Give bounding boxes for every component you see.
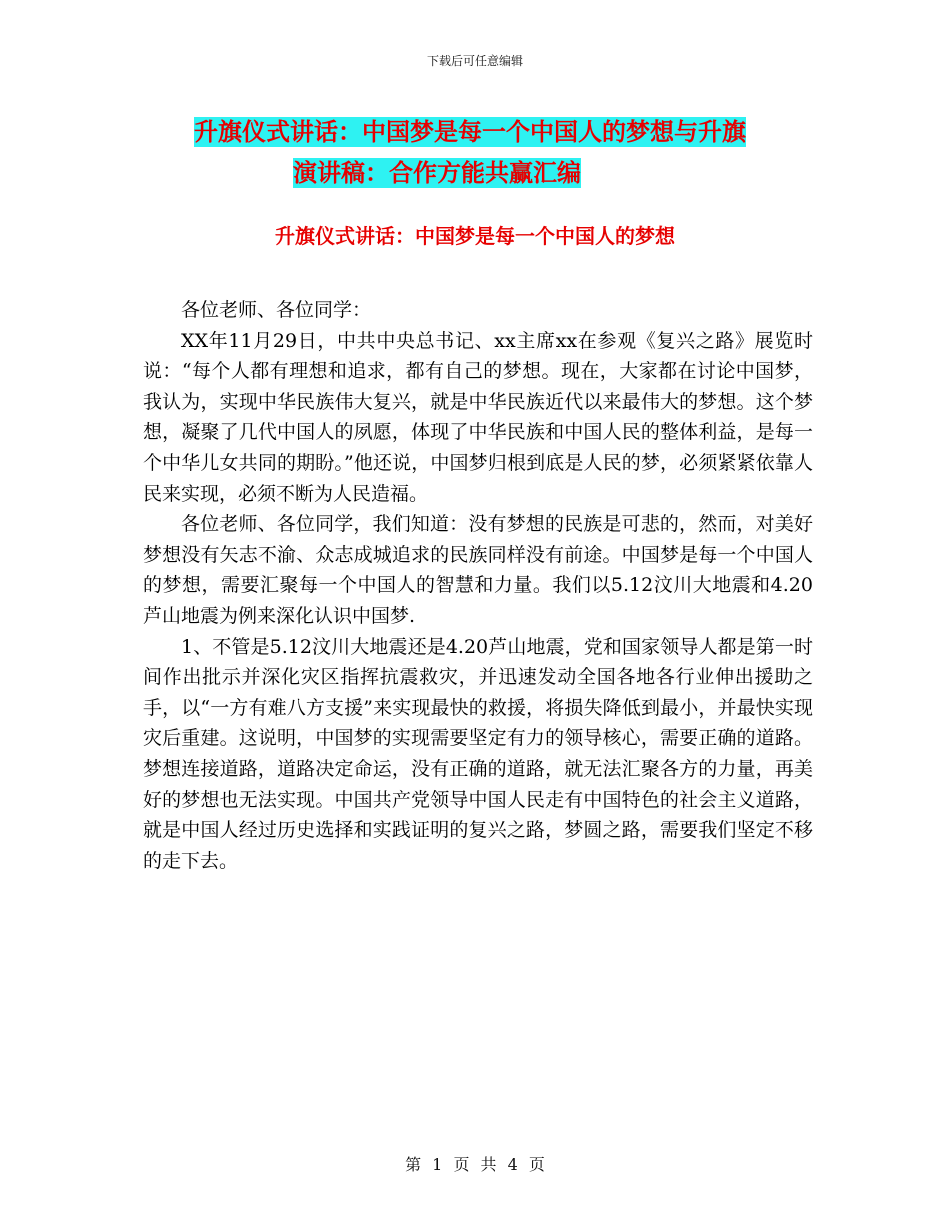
document-body — [143, 295, 813, 876]
body-paragraph: 各位老师、各位同学，我们知道：没有梦想的民族是可悲的，然而，对美好梦想没有矢志不渝、众志成城追求的民族同样没有前途。中国梦是每一个中国人的梦想，需要汇聚每一个中国人的智慧和力量。我们以5.12汶川大地震和4.20芦山地震为例来深化认识中国梦. — [143, 513, 813, 627]
document-title-line-2 — [140, 153, 810, 194]
document-title-line-1 — [140, 112, 810, 153]
title-highlight-2: 演讲稿：合作方能共赢汇编 — [293, 159, 581, 187]
body-paragraph: XX年11月29日，中共中央总书记、xx主席xx在参观《复兴之路》展览时说：“每个人都有理想和追求，都有自己的梦想。现在，大家都在讨论中国梦，我认为，实现中华民族伟大复兴，就是中华民族近代以来最伟大的梦想。这个梦想，凝聚了几代中国人的夙愿，体现了中华民族和中国人民的整体利益，是每一个中华儿女共同的期盼。”他还说，中国梦归根到底是人民的梦，必须紧紧依靠人民来实现，必须不断为人民造福。 — [143, 329, 813, 505]
section-title: 升旗仪式讲话：中国梦是每一个中国人的梦想 — [275, 224, 675, 248]
page-number-footer: 第 1 页 共 4 页 — [405, 1155, 545, 1174]
body-paragraph: 1、不管是5.12汶川大地震还是4.20芦山地震，党和国家领导人都是第一时间作出批示并深化灾区指挥抗震救灾，并迅速发动全国各地各行业伸出援助之手，以“一方有难八方支援”来实现最快的救援，将损失降低到最小，并最快实现灾后重建。这说明，中国梦的实现需要坚定有力的领导核心，需要正确的道路。梦想连接道路，道路决定命运，没有正确的道路，就无法汇聚各方的力量，再美好的梦想也无法实现。中国共产党领导中国人民走有中国特色的社会主义道路，就是中国人经过历史选择和实践证明的复兴之路，梦圆之路，需要我们坚定不移的走下去。 — [143, 635, 813, 872]
header-note: 下载后可任意编辑 — [426, 54, 523, 68]
title-highlight-1: 升旗仪式讲话：中国梦是每一个中国人的梦想与升旗 — [194, 118, 746, 146]
document-title — [140, 112, 810, 194]
salutation-paragraph: 各位老师、各位同学： — [181, 299, 372, 321]
